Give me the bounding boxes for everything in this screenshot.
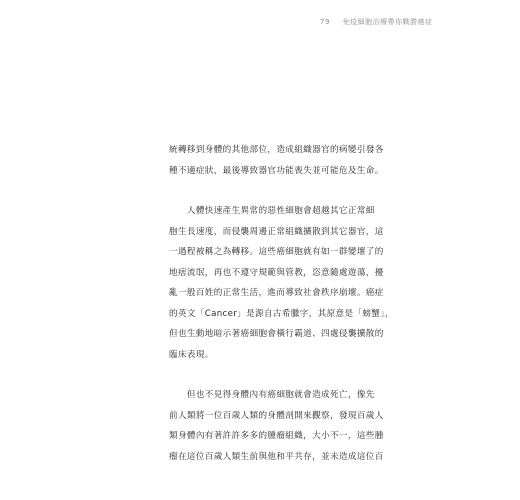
text-line: 人體快速產生異常的惡性細胞會超越其它正常細 [169,206,375,216]
paragraph [169,201,394,365]
text-line: 前人類將一位百歲人類的身體剖開來觀察，發現百歲人 [169,410,384,421]
text-line: 的英文「Cancer」是源自古希臘字，其原意是「螃蟹」， [169,308,394,319]
text-line: 種不適症狀，最後導致器官功能喪失並可能危及生命。 [169,165,384,176]
chapter-title: 免疫細胞治療帶你戰勝癌症 [342,18,433,26]
text-line: 瘤在這位百歲人類生前與他和平共存，並未造成這位百 [169,451,384,462]
text-line: 統轉移到身體的其他部位，造成組織器官的病變引發各 [169,145,384,155]
page-number: 79 [320,18,330,26]
running-header [320,17,433,27]
text-line: 胞生長速度，而侵襲周邊正常組織擴散到其它器官，這 [169,226,384,237]
paragraph [169,385,385,467]
text-line: 地痞流氓，再也不遵守規範與管教，恣意隨處遊蕩，擾 [169,267,384,278]
text-line: 臨床表現。 [169,349,214,360]
text-line: 類身體內有著許許多多的腫瘤組織，大小不一，這些腫 [169,431,384,441]
text-line: 一過程被稱之為轉移。這些癌細胞就有如一群變壞了的 [169,247,384,257]
text-line: 但也生動地暗示著癌細胞會橫行霸道、四處侵襲擴散的 [169,329,384,339]
body-text [169,140,394,487]
text-line: 亂一般百姓的正常生活，進而導致社會秩序崩壞。癌症 [169,288,384,298]
paragraph [169,140,385,181]
text-line: 但也不見得身體內有癌細胞就會造成死亡，像先 [169,390,375,400]
